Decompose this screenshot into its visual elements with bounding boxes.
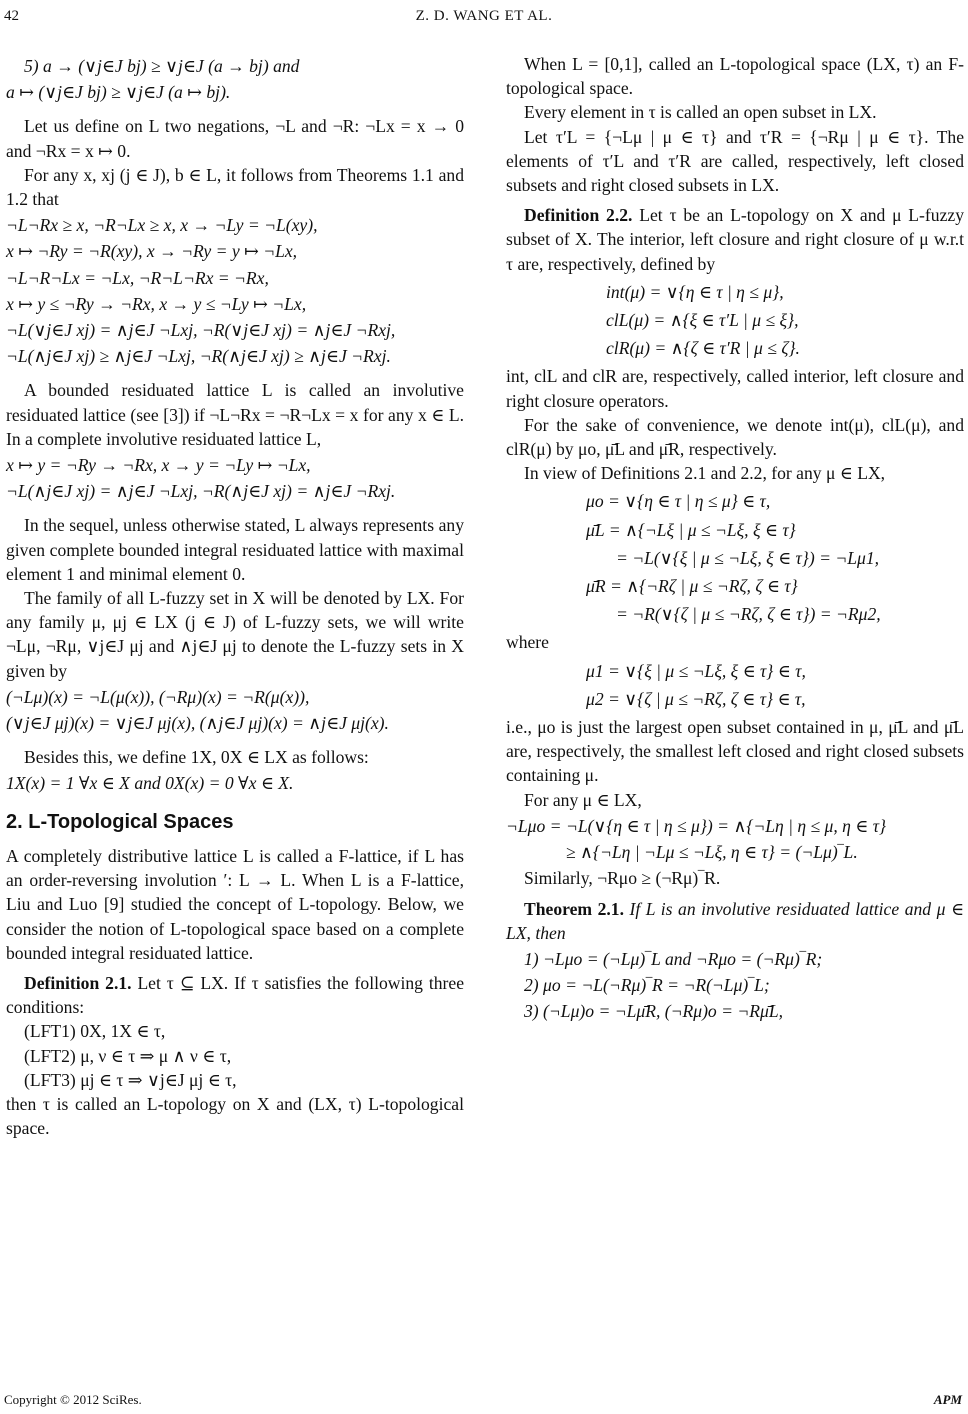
equation-line-4: x ↦ y ≤ ¬Ry → ¬Rx, x → y ≤ ¬Ly ↦ ¬Lx, <box>6 293 307 314</box>
paragraph-convenience: For the sake of convenience, we denote int(μ), clL(μ), and clR(μ) by μo, μ̄L and μ̄R, respectively. <box>506 414 964 460</box>
paragraph-sequel: In the sequel, unless otherwise stated, L always represents any given complete bounded integral residuated lattice with maximal element 1 and minimal element 0. <box>6 515 464 584</box>
property-5-line-2: a ↦ (∨j∈J bj) ≥ ∨j∈J (a ↦ bj). <box>6 82 231 103</box>
theorem-item-2: 2) μo = ¬L(¬Rμ)‾R = ¬R(¬Lμ)‾L; <box>524 975 770 996</box>
definition-2-2 <box>506 203 964 276</box>
equation-line-10: (∨j∈J μj)(x) = ∨j∈J μj(x), (∧j∈J μj)(x) = ∧j∈J μj(x). <box>6 713 389 734</box>
equation-line-3: ¬L¬R¬Lx = ¬Lx, ¬R¬L¬Rx = ¬Rx, <box>6 267 269 288</box>
forany-line-2: ≥ ∧{¬Lη | ¬Lμ ≤ ¬Lξ, η ∈ τ} = (¬Lμ)‾L. <box>566 842 858 863</box>
view-line-5: = ¬R(∨{ζ | μ ≤ ¬Rζ, ζ ∈ τ}) = ¬Rμ2, <box>616 604 881 625</box>
lft1: (LFT1) 0X, 1X ∈ τ, <box>24 1021 166 1042</box>
paragraph-ie: i.e., μo is just the largest open subset contained in μ, μ̄L and μ̄L are, respectively, the smallest left closed and right closed subsets containing μ. <box>506 717 964 786</box>
page-number: 42 <box>4 8 19 24</box>
definition-2-2-title: Definition 2.2. <box>524 205 633 226</box>
theorem-item-1: 1) ¬Lμo = (¬Lμ)‾L and ¬Rμo = (¬Rμ)‾R; <box>524 948 823 969</box>
paragraph-negations: Let us define on L two negations, ¬L and ¬R: ¬Lx = x → 0 and ¬Rx = x ↦ 0. <box>6 116 464 161</box>
theorem-2-1 <box>506 897 964 945</box>
right-column <box>506 52 964 1026</box>
view-line-4: μ̄R = ∧{¬Rζ | μ ≤ ¬Rζ, ζ ∈ τ} <box>586 576 798 597</box>
equation-line-5: ¬L(∨j∈J xj) = ∧j∈J ¬Lxj, ¬R(∨j∈J xj) = ∧j∈J ¬Rxj, <box>6 320 396 341</box>
equation-line-9: (¬Lμ)(x) = ¬L(μ(x)), (¬Rμ)(x) = ¬R(μ(x)), <box>6 686 310 707</box>
lft3: (LFT3) μj ∈ τ ⇒ ∨j∈J μj ∈ τ, <box>24 1069 237 1090</box>
paragraph-similarly: Similarly, ¬Rμo ≥ (¬Rμ)‾R. <box>524 868 721 889</box>
definition-2-2-text: Let τ be an L-topology on X and μ L-fuzzy subset of X. The interior, left closure and right closure of μ w.r.t τ are, respectively, defined by <box>506 205 964 274</box>
definition-2-1 <box>6 971 464 1019</box>
view-line-2: μ̄L = ∧{¬Lξ | μ ≤ ¬Lξ, ξ ∈ τ} <box>586 519 796 540</box>
definition-2-1-title: Definition 2.1. <box>24 972 132 993</box>
def-right-closure: clR(μ) = ∧{ζ ∈ τ′R | μ ≤ ζ}. <box>606 338 800 359</box>
journal-name: APM <box>933 1392 962 1407</box>
lft2: (LFT2) μ, ν ∈ τ ⇒ μ ∧ ν ∈ τ, <box>24 1045 232 1066</box>
page-header <box>0 8 968 32</box>
paragraph-for-any-mu: For any μ ∈ LX, <box>524 789 642 810</box>
paragraph-view: In view of Definitions 2.1 and 2.2, for any μ ∈ LX, <box>524 463 886 484</box>
copyright: Copyright © 2012 SciRes. <box>4 1392 142 1407</box>
where-line-2: μ2 = ∨{ζ | μ ≤ ¬Rζ, ζ ∈ τ} ∈ τ, <box>586 688 806 709</box>
paragraph-let: Let τ′L = {¬Lμ | μ ∈ τ} and τ′R = {¬Rμ | μ ∈ τ}. The elements of τ′L and τ′R are called, respectively, left closed subsets and right closed subsets in LX. <box>506 126 964 196</box>
forany-line-1: ¬Lμo = ¬L(∨{η ∈ τ | η ≤ μ}) = ∧{¬Lη | η ≤ μ, η ∈ τ} <box>506 815 887 836</box>
equation-line-11: 1X(x) = 1 ∀x ∈ X and 0X(x) = 0 ∀x ∈ X. <box>6 773 294 794</box>
definition-2-1-end: then τ is called an L-topology on X and (LX, τ) L-topological space. <box>6 1093 464 1139</box>
view-line-3: = ¬L(∨{ξ | μ ≤ ¬Lξ, ξ ∈ τ}) = ¬Lμ1, <box>616 547 880 568</box>
view-line-1: μo = ∨{η ∈ τ | η ≤ μ} ∈ τ, <box>586 491 771 512</box>
equation-line-6: ¬L(∧j∈J xj) ≥ ∧j∈J ¬Lxj, ¬R(∧j∈J xj) ≥ ∧j∈J ¬Rxj. <box>6 346 391 367</box>
theorem-2-1-title: Theorem 2.1. <box>524 898 624 919</box>
equation-line-1: ¬L¬Rx ≥ x, ¬R¬Lx ≥ x, x → ¬Ly = ¬L(xy), <box>6 215 318 236</box>
def-interior: int(μ) = ∨{η ∈ τ | η ≤ μ}, <box>606 281 784 302</box>
theorem-2-1-text: If L is an involutive residuated lattice and μ ∈ LX, then <box>506 898 964 943</box>
where-line-1: μ1 = ∨{ξ | μ ≤ ¬Lξ, ξ ∈ τ} ∈ τ, <box>586 660 806 681</box>
equation-line-8: ¬L(∧j∈J xj) = ∧j∈J ¬Lxj, ¬R(∧j∈J xj) = ∧j∈J ¬Rxj. <box>6 481 396 502</box>
equation-line-2: x ↦ ¬Ry = ¬R(xy), x → ¬Ry = y ↦ ¬Lx, <box>6 241 298 262</box>
paragraph-when: When L = [0,1], called an L-topological space (LX, τ) an F-topological space. <box>506 54 964 99</box>
def-left-closure: clL(μ) = ∧{ξ ∈ τ′L | μ ≤ ξ}, <box>606 310 799 331</box>
paragraph-family: The family of all L-fuzzy set in X will be denoted by LX. For any family μ, μj ∈ LX (j ∈ J) of L-fuzzy sets, we will write ¬Lμ, ¬Rμ, ∨j∈J μj and ∧j∈J μj to denote the L-fuzzy sets in X given by <box>6 588 464 681</box>
paragraph-every: Every element in τ is called an open subset in LX. <box>524 102 877 123</box>
definition-2-1-text: Let τ ⊆ LX. If τ satisfies the following three conditions: <box>6 972 465 1018</box>
where-label: where <box>506 632 549 653</box>
property-5-line-1: 5) a → (∨j∈J bj) ≥ ∨j∈J (a → bj) and <box>24 56 300 76</box>
theorem-item-3: 3) (¬Lμ)o = ¬Lμ̄R, (¬Rμ)o = ¬Rμ̄L, <box>524 1001 784 1022</box>
paragraph-define: Besides this, we define 1X, 0X ∈ LX as follows: <box>24 747 369 768</box>
paragraph-involutive: A bounded residuated lattice L is called an involutive residuated lattice (see [3]) if ¬L¬Rx = ¬R¬Lx = x for any x ∈ L. In a complete involutive residuated lattice L, <box>6 380 464 449</box>
left-column <box>6 52 464 1140</box>
running-title: Z. D. WANG ET AL. <box>415 8 553 24</box>
paragraph-for-any: For any x, xj (j ∈ J), b ∈ L, it follows from Theorems 1.1 and 1.2 that <box>6 164 464 210</box>
equation-line-7: x ↦ y = ¬Ry → ¬Rx, x → y = ¬Ly ↦ ¬Lx, <box>6 455 311 476</box>
paragraph-f-lattice: A completely distributive lattice L is called a F-lattice, if L has an order-reversing involution ′: L → L. When L is a F-lattice, Liu and Luo [9] studied the concept of L-topology. Below, we consider the notion of L-topological space based on a complete bounded integral residuated lattice. <box>6 845 464 963</box>
section-heading: 2. L-Topological Spaces <box>6 810 234 833</box>
paragraph-operators: int, clL and clR are, respectively, called interior, left closure and right closure operators. <box>506 366 964 411</box>
